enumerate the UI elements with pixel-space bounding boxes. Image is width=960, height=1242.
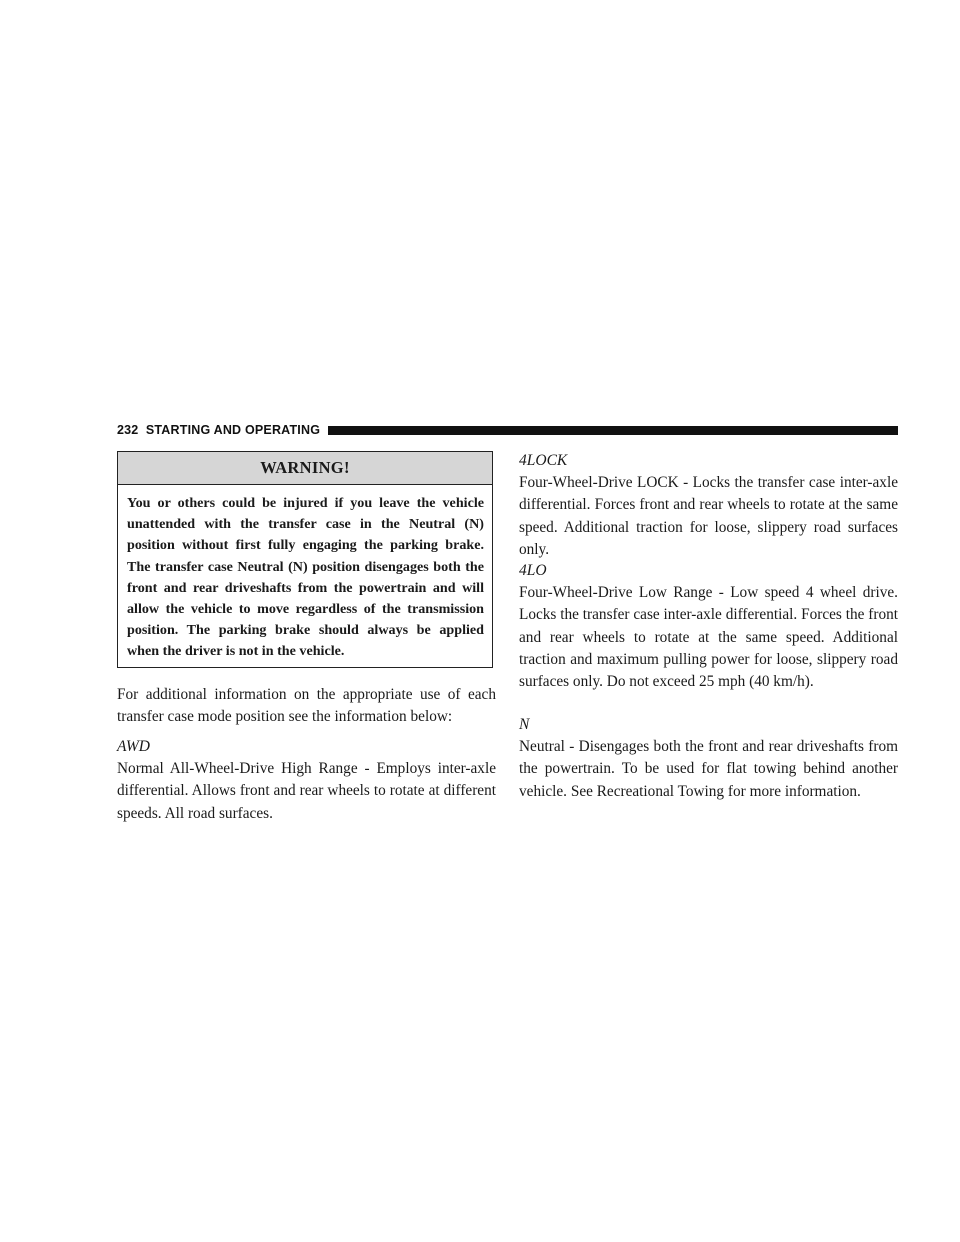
warning-box <box>117 451 493 668</box>
page-header-label <box>117 423 328 437</box>
mode-description: Four-Wheel-Drive LOCK - Locks the transfer case inter-axle differential. Forces front and rear wheels to rotate at the same speed. Additional traction for loose, slippery road surfaces only. <box>519 474 898 558</box>
mode-description: Neutral - Disengages both the front and rear driveshafts from the powertrain. To be used for flat towing behind another vehicle. See Recreational Towing for more information. <box>519 738 898 800</box>
mode-awd <box>117 736 496 825</box>
mode-n <box>519 714 898 803</box>
page-number: 232 <box>117 423 139 437</box>
mode-term: N <box>519 716 530 733</box>
header-rule <box>328 426 898 435</box>
page-header <box>117 421 898 439</box>
mode-description: Four-Wheel-Drive Low Range - Low speed 4 wheel drive. Locks the transfer case inter-axle differential. Forces the front and rear wheels to rotate at the same speed. Additional traction and maximum pulling power for loose, slippery road surfaces only. Do not exceed 25 mph (40 km/h). <box>519 584 898 691</box>
mode-4lo <box>519 560 898 693</box>
intro-paragraph: For additional information on the appropriate use of each transfer case mode position see the information below: <box>117 686 496 726</box>
section-title: STARTING AND OPERATING <box>145 423 321 437</box>
mode-term: 4LO <box>519 562 547 579</box>
mode-4lock <box>519 450 898 561</box>
warning-title: WARNING! <box>118 452 492 485</box>
mode-term: 4LOCK <box>519 452 568 469</box>
mode-term: AWD <box>117 738 150 755</box>
warning-text: You or others could be injured if you leave the vehicle unattended with the transfer case in the Neutral (N) position without first fully engaging the parking brake. The transfer case Neutral (N) position disengages both the front and rear driveshafts from the powertrain and will allow the vehicle to move regardless of the transmission position. The parking brake should always be applied when the driver is not in the vehicle. <box>127 495 484 660</box>
mode-description: Normal All-Wheel-Drive High Range - Employs inter-axle differential. Allows front and rear wheels to rotate at different speeds. All road surfaces. <box>117 760 496 822</box>
